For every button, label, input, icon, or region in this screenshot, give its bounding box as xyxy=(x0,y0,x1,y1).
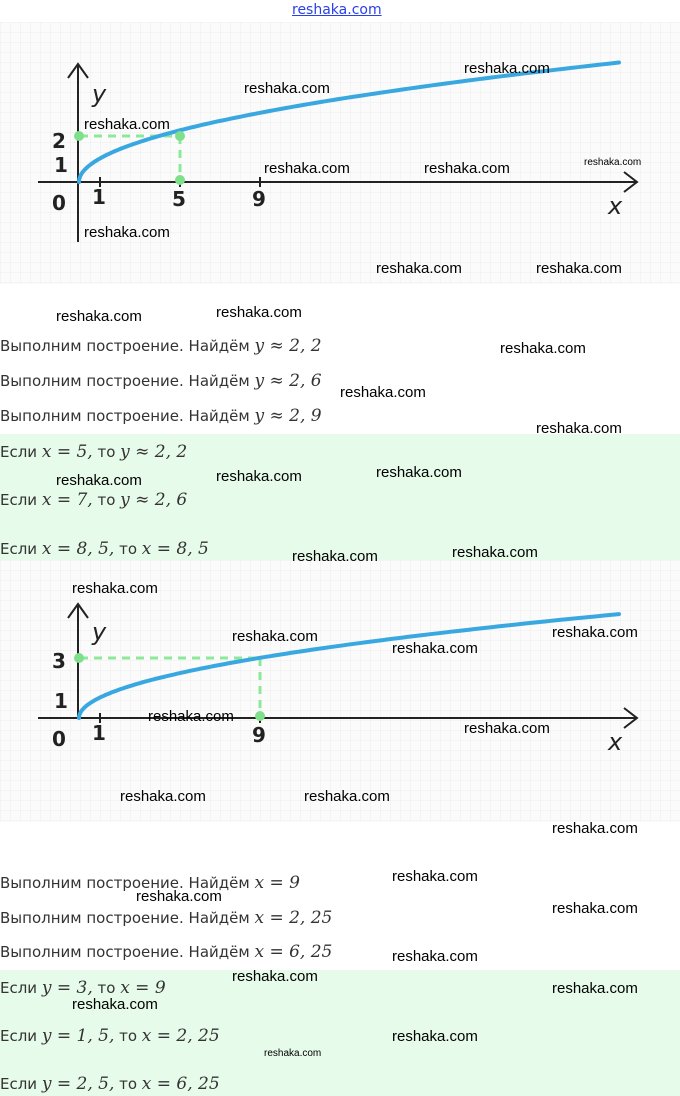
watermark: reshaka.com xyxy=(376,260,462,277)
point-y3 xyxy=(74,653,84,663)
watermark: reshaka.com xyxy=(72,580,158,597)
watermark: reshaka.com xyxy=(244,80,330,97)
watermark: reshaka.com xyxy=(148,708,234,725)
section2-line-1: Выполним построение. Найдём x = 9 xyxy=(0,873,300,893)
watermark: reshaka.com xyxy=(552,624,638,641)
watermark: reshaka.com xyxy=(392,948,478,965)
tick-0: 0 xyxy=(52,727,66,751)
section1-line-1: Выполним построение. Найдём y ≈ 2, 2 xyxy=(0,336,322,356)
watermark: reshaka.com xyxy=(84,224,170,241)
watermark: reshaka.com xyxy=(392,1028,478,1045)
graph-1 xyxy=(0,22,680,284)
tick-y-1: 1 xyxy=(54,689,68,713)
watermark: reshaka.com xyxy=(536,420,622,437)
watermark: reshaka.com xyxy=(216,468,302,485)
section2-answer-1: Если y = 3, то x = 9 xyxy=(0,978,166,998)
watermark: reshaka.com xyxy=(464,60,550,77)
graph-2-svg xyxy=(0,560,680,822)
watermark: reshaka.com xyxy=(584,157,642,168)
watermark: reshaka.com xyxy=(552,980,638,997)
y-axis-label: y xyxy=(92,80,107,108)
watermark: reshaka.com xyxy=(232,968,318,985)
tick-x-9: 9 xyxy=(252,723,266,747)
point-x9 xyxy=(255,711,265,721)
point-y2 xyxy=(74,131,84,141)
tick-y-2: 2 xyxy=(52,129,66,153)
watermark: reshaka.com xyxy=(72,996,158,1013)
point-x5 xyxy=(175,175,185,185)
tick-x-1: 1 xyxy=(92,185,106,209)
watermark: reshaka.com xyxy=(392,868,478,885)
section2-line-3: Выполним построение. Найдём x = 6, 25 xyxy=(0,942,333,962)
graph-2 xyxy=(0,560,680,822)
watermark: reshaka.com xyxy=(120,788,206,805)
section1-line-2: Выполним построение. Найдём y ≈ 2, 6 xyxy=(0,371,322,391)
watermark: reshaka.com xyxy=(264,1048,322,1059)
section1-line-3: Выполним построение. Найдём y ≈ 2, 9 xyxy=(0,406,322,426)
x-axis-label: x xyxy=(608,192,623,220)
watermark: reshaka.com xyxy=(552,900,638,917)
tick-y-3: 3 xyxy=(52,649,66,673)
watermark: reshaka.com xyxy=(536,260,622,277)
point-curve xyxy=(175,131,185,141)
tick-y-1: 1 xyxy=(54,153,68,177)
tick-x-1: 1 xyxy=(92,721,106,745)
watermark: reshaka.com xyxy=(136,888,222,905)
site-link[interactable]: reshaka.com xyxy=(292,2,382,18)
watermark: reshaka.com xyxy=(232,628,318,645)
section2-line-2: Выполним построение. Найдём x = 2, 25 xyxy=(0,908,333,928)
section2-answer-3: Если y = 2, 5, то x = 6, 25 xyxy=(0,1074,220,1094)
watermark: reshaka.com xyxy=(56,308,142,325)
watermark: reshaka.com xyxy=(376,464,462,481)
watermark: reshaka.com xyxy=(56,472,142,489)
tick-0: 0 xyxy=(52,191,66,215)
graph-1-svg xyxy=(0,22,680,284)
watermark: reshaka.com xyxy=(264,160,350,177)
watermark: reshaka.com xyxy=(500,340,586,357)
tick-x-9: 9 xyxy=(252,187,266,211)
watermark: reshaka.com xyxy=(424,160,510,177)
watermark: reshaka.com xyxy=(552,820,638,837)
watermark: reshaka.com xyxy=(292,548,378,565)
section1-answer-3: Если x = 8, 5, то x = 8, 5 xyxy=(0,539,209,559)
watermark: reshaka.com xyxy=(464,720,550,737)
watermark: reshaka.com xyxy=(392,640,478,657)
y-axis-label: y xyxy=(92,618,107,646)
watermark: reshaka.com xyxy=(452,544,538,561)
section1-answer-2: Если x = 7, то y ≈ 2, 6 xyxy=(0,490,188,510)
watermark: reshaka.com xyxy=(340,384,426,401)
section2-answer-2: Если y = 1, 5, то x = 2, 25 xyxy=(0,1026,220,1046)
section1-answer-1: Если x = 5, то y ≈ 2, 2 xyxy=(0,442,188,462)
watermark: reshaka.com xyxy=(84,116,170,133)
tick-x-5: 5 xyxy=(172,187,186,211)
watermark: reshaka.com xyxy=(216,304,302,321)
x-axis-label: x xyxy=(608,728,623,756)
watermark: reshaka.com xyxy=(304,788,390,805)
